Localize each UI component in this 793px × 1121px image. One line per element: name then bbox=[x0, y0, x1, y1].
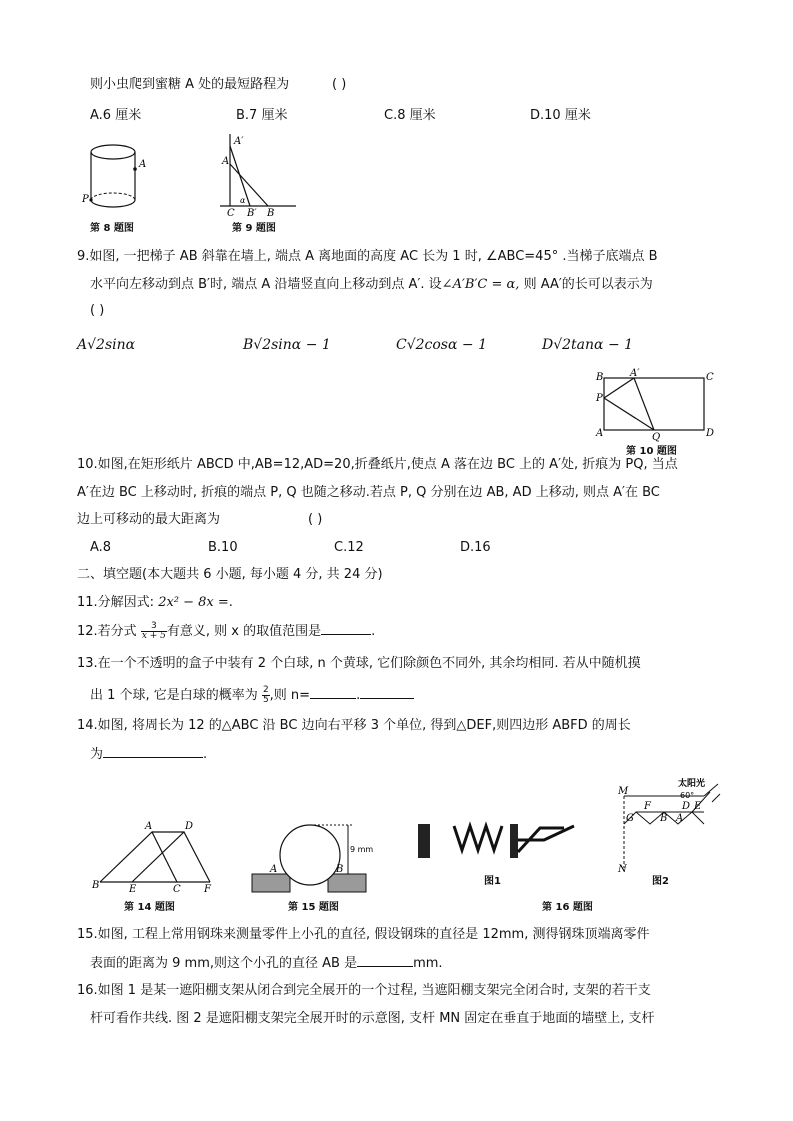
q8-option-a[interactable]: A.6 厘米 bbox=[90, 108, 142, 123]
q9-option-a-text: A√2sinα bbox=[77, 337, 136, 353]
fig9-label-alpha: α bbox=[240, 196, 246, 205]
q11-end: . bbox=[228, 595, 233, 610]
fig16-label-e: E bbox=[694, 801, 702, 812]
fig10-label-a-prime: A′ bbox=[630, 368, 640, 379]
q12-frac-den: x + 5 bbox=[141, 631, 166, 641]
section2-title: 二、填空题(本大题共 6 小题, 每小题 4 分, 共 24 分) bbox=[77, 567, 383, 582]
fig14-caption: 第 14 题图 bbox=[124, 902, 175, 913]
q8-option-d[interactable]: D.10 厘米 bbox=[530, 108, 591, 123]
q9-option-a[interactable] bbox=[77, 337, 135, 353]
fig10-label-q: Q bbox=[652, 432, 661, 443]
q12 bbox=[77, 622, 375, 641]
fig16-sun-label: 太阳光 bbox=[678, 779, 706, 789]
fig10-label-d: D bbox=[706, 428, 715, 439]
q11-expr: 2x² − 8x = bbox=[158, 595, 229, 610]
fig14-triangle-diagram bbox=[92, 818, 222, 898]
fig15-caption: 第 15 题图 bbox=[288, 902, 339, 913]
q14-answer-blank[interactable] bbox=[103, 745, 203, 758]
q13-frac-den: 5 bbox=[262, 695, 269, 705]
fig10-label-c: C bbox=[706, 372, 714, 383]
q10-line1: 10.如图,在矩形纸片 ABCD 中,AB=12,AD=20,折叠纸片,使点 A 落在边 BC 上的 A′处, 折痕为 PQ, 当点 bbox=[77, 457, 678, 472]
q15-line2 bbox=[90, 954, 443, 973]
q12-post: 有意义, 则 x 的取值范围是 bbox=[166, 624, 322, 639]
q12-pre: 12.若分式 bbox=[77, 624, 141, 639]
q10-line2: A′在边 BC 上移动时, 折痕的端点 P, Q 也随之移动.若点 P, Q 分别在边 AB, AD 上移动, 则点 A′在 BC bbox=[77, 485, 660, 500]
q8-option-c[interactable]: C.8 厘米 bbox=[384, 108, 436, 123]
fig14-label-b: B bbox=[92, 880, 100, 891]
q9-option-b[interactable] bbox=[243, 337, 331, 353]
q13-fraction bbox=[262, 686, 270, 705]
q12-frac-num: 3 bbox=[141, 622, 167, 632]
fig16-label-n: N bbox=[618, 864, 627, 875]
fig9-caption: 第 9 题图 bbox=[232, 223, 276, 234]
fig16-label-b: B bbox=[660, 813, 668, 824]
q13-end: . bbox=[356, 688, 361, 703]
q14-line1: 14.如图, 将周长为 12 的△ABC 沿 BC 边向右平移 3 个单位, 得到△DEF,则四边形 ABFD 的周长 bbox=[77, 718, 631, 733]
fig15-ball-diagram bbox=[248, 822, 378, 898]
q13-line2-b: ,则 n= bbox=[269, 688, 311, 703]
q10-paren: ( ) bbox=[308, 512, 323, 527]
q8-stem-text: 则小虫爬到蜜糖 A 处的最短路程为 bbox=[90, 77, 290, 92]
q8-option-b[interactable]: B.7 厘米 bbox=[236, 108, 288, 123]
q9-option-d-text: D√2tanα − 1 bbox=[542, 337, 634, 353]
fig9-label-b-prime: B′ bbox=[247, 208, 257, 219]
fig9-ladder-diagram bbox=[218, 132, 298, 218]
fig16-picture2-label: 图2 bbox=[652, 876, 669, 887]
q13-line2-a: 出 1 个球, 它是白球的概率为 bbox=[90, 688, 262, 703]
fig14-label-d: D bbox=[185, 821, 194, 832]
q14-end: . bbox=[203, 747, 208, 762]
fig14-label-a: A bbox=[145, 821, 153, 832]
fig16-label-f: F bbox=[644, 801, 651, 812]
q9-option-b-text: B√2sinα − 1 bbox=[243, 337, 331, 353]
fig8-label-a: A bbox=[139, 159, 147, 170]
fig10-label-a: A bbox=[596, 428, 604, 439]
fig16-picture1-label: 图1 bbox=[484, 876, 501, 887]
fig9-label-c: C bbox=[227, 208, 235, 219]
q8-stem bbox=[90, 76, 289, 94]
fig16-label-a: A bbox=[676, 813, 684, 824]
fig10-label-p: P bbox=[596, 393, 603, 404]
fig9-label-a-prime: A′ bbox=[234, 136, 244, 147]
q9-option-c[interactable] bbox=[396, 337, 487, 353]
fig9-label-a: A bbox=[222, 156, 230, 167]
q12-answer-blank[interactable] bbox=[321, 622, 371, 635]
q12-fraction bbox=[141, 622, 167, 641]
q15-line2-a: 表面的距离为 9 mm,则这个小孔的直径 AB 是 bbox=[90, 956, 358, 971]
q13-answer-blank[interactable] bbox=[310, 686, 356, 699]
q13-line2 bbox=[90, 686, 414, 705]
fig8-cylinder-diagram bbox=[80, 138, 150, 218]
fig16-label-d: D bbox=[682, 801, 691, 812]
q9-line2 bbox=[90, 276, 653, 294]
q11 bbox=[77, 594, 233, 612]
q16-line1: 16.如图 1 是某一遮阳棚支架从闭合到完全展开的一个过程, 当遮阳棚支架完全闭合时, 支架的若干支 bbox=[77, 983, 651, 998]
q9-line2-a: 水平向左移动到点 B′时, 端点 A 沿墙竖直向上移动到点 A′. 设 bbox=[90, 277, 442, 292]
q13-extra-blank bbox=[360, 686, 414, 699]
fig8-label-p: P bbox=[82, 194, 89, 205]
q9-paren: ( ) bbox=[90, 303, 105, 318]
fig16-label-g: G bbox=[626, 813, 634, 824]
q8-paren: ( ) bbox=[332, 77, 347, 92]
q9-option-d[interactable] bbox=[542, 337, 633, 353]
q10-option-b[interactable]: B.10 bbox=[208, 540, 238, 555]
q10-option-a[interactable]: A.8 bbox=[90, 540, 112, 555]
fig16-picture1 bbox=[414, 820, 604, 870]
q16-line2: 杆可看作共线. 图 2 是遮阳棚支架完全展开时的示意图, 支杆 MN 固定在垂直于地面的墙壁上, 支杆 bbox=[90, 1011, 655, 1026]
fig8-caption: 第 8 题图 bbox=[90, 223, 134, 234]
fig15-label-b: B bbox=[336, 864, 344, 875]
q9-line2-math: ∠A′B′C = α, bbox=[441, 277, 520, 292]
q13-frac-num: 2 bbox=[262, 685, 269, 695]
fig14-label-e: E bbox=[129, 884, 137, 895]
q11-text: 11.分解因式: bbox=[77, 595, 159, 610]
q15-line2-b: mm. bbox=[413, 956, 443, 971]
fig10-rectangle-diagram bbox=[592, 366, 722, 446]
q9-line1: 9.如图, 一把梯子 AB 斜靠在墙上, 端点 A 离地面的高度 AC 长为 1 时, ∠ABC=45° .当梯子底端点 B bbox=[77, 249, 658, 264]
q13-line1: 13.在一个不透明的盒子中装有 2 个白球, n 个黄球, 它们除颜色不同外, 其余均相同. 若从中随机摸 bbox=[77, 656, 641, 671]
fig14-label-f: F bbox=[204, 884, 211, 895]
fig16-angle-label: 60° bbox=[680, 791, 695, 800]
q14-line2-text: 为 bbox=[90, 747, 104, 762]
fig14-label-c: C bbox=[173, 884, 181, 895]
q10-line3: 边上可移动的最大距离为 bbox=[77, 512, 221, 527]
fig16-label-m: M bbox=[618, 786, 629, 797]
fig16-caption: 第 16 题图 bbox=[542, 902, 593, 913]
fig10-caption: 第 10 题图 bbox=[626, 446, 677, 457]
q9-option-c-text: C√2cosα − 1 bbox=[396, 337, 487, 353]
q9-line2-b: 则 AA′的长可以表示为 bbox=[519, 277, 653, 292]
fig9-label-b: B bbox=[267, 208, 275, 219]
fig15-dim-label: 9 mm bbox=[350, 845, 374, 854]
q14-line2 bbox=[90, 745, 207, 764]
fig16-picture2 bbox=[614, 776, 734, 876]
fig10-label-b: B bbox=[596, 372, 604, 383]
q15-line1: 15.如图, 工程上常用钢珠来测量零件上小孔的直径, 假设钢珠的直径是 12mm, 测得钢珠顶端离零件 bbox=[77, 927, 650, 942]
q10-option-d[interactable]: D.16 bbox=[460, 540, 491, 555]
q12-end: . bbox=[371, 624, 376, 639]
q15-answer-blank[interactable] bbox=[357, 954, 413, 967]
q10-option-c[interactable]: C.12 bbox=[334, 540, 364, 555]
fig15-label-a: A bbox=[270, 864, 278, 875]
